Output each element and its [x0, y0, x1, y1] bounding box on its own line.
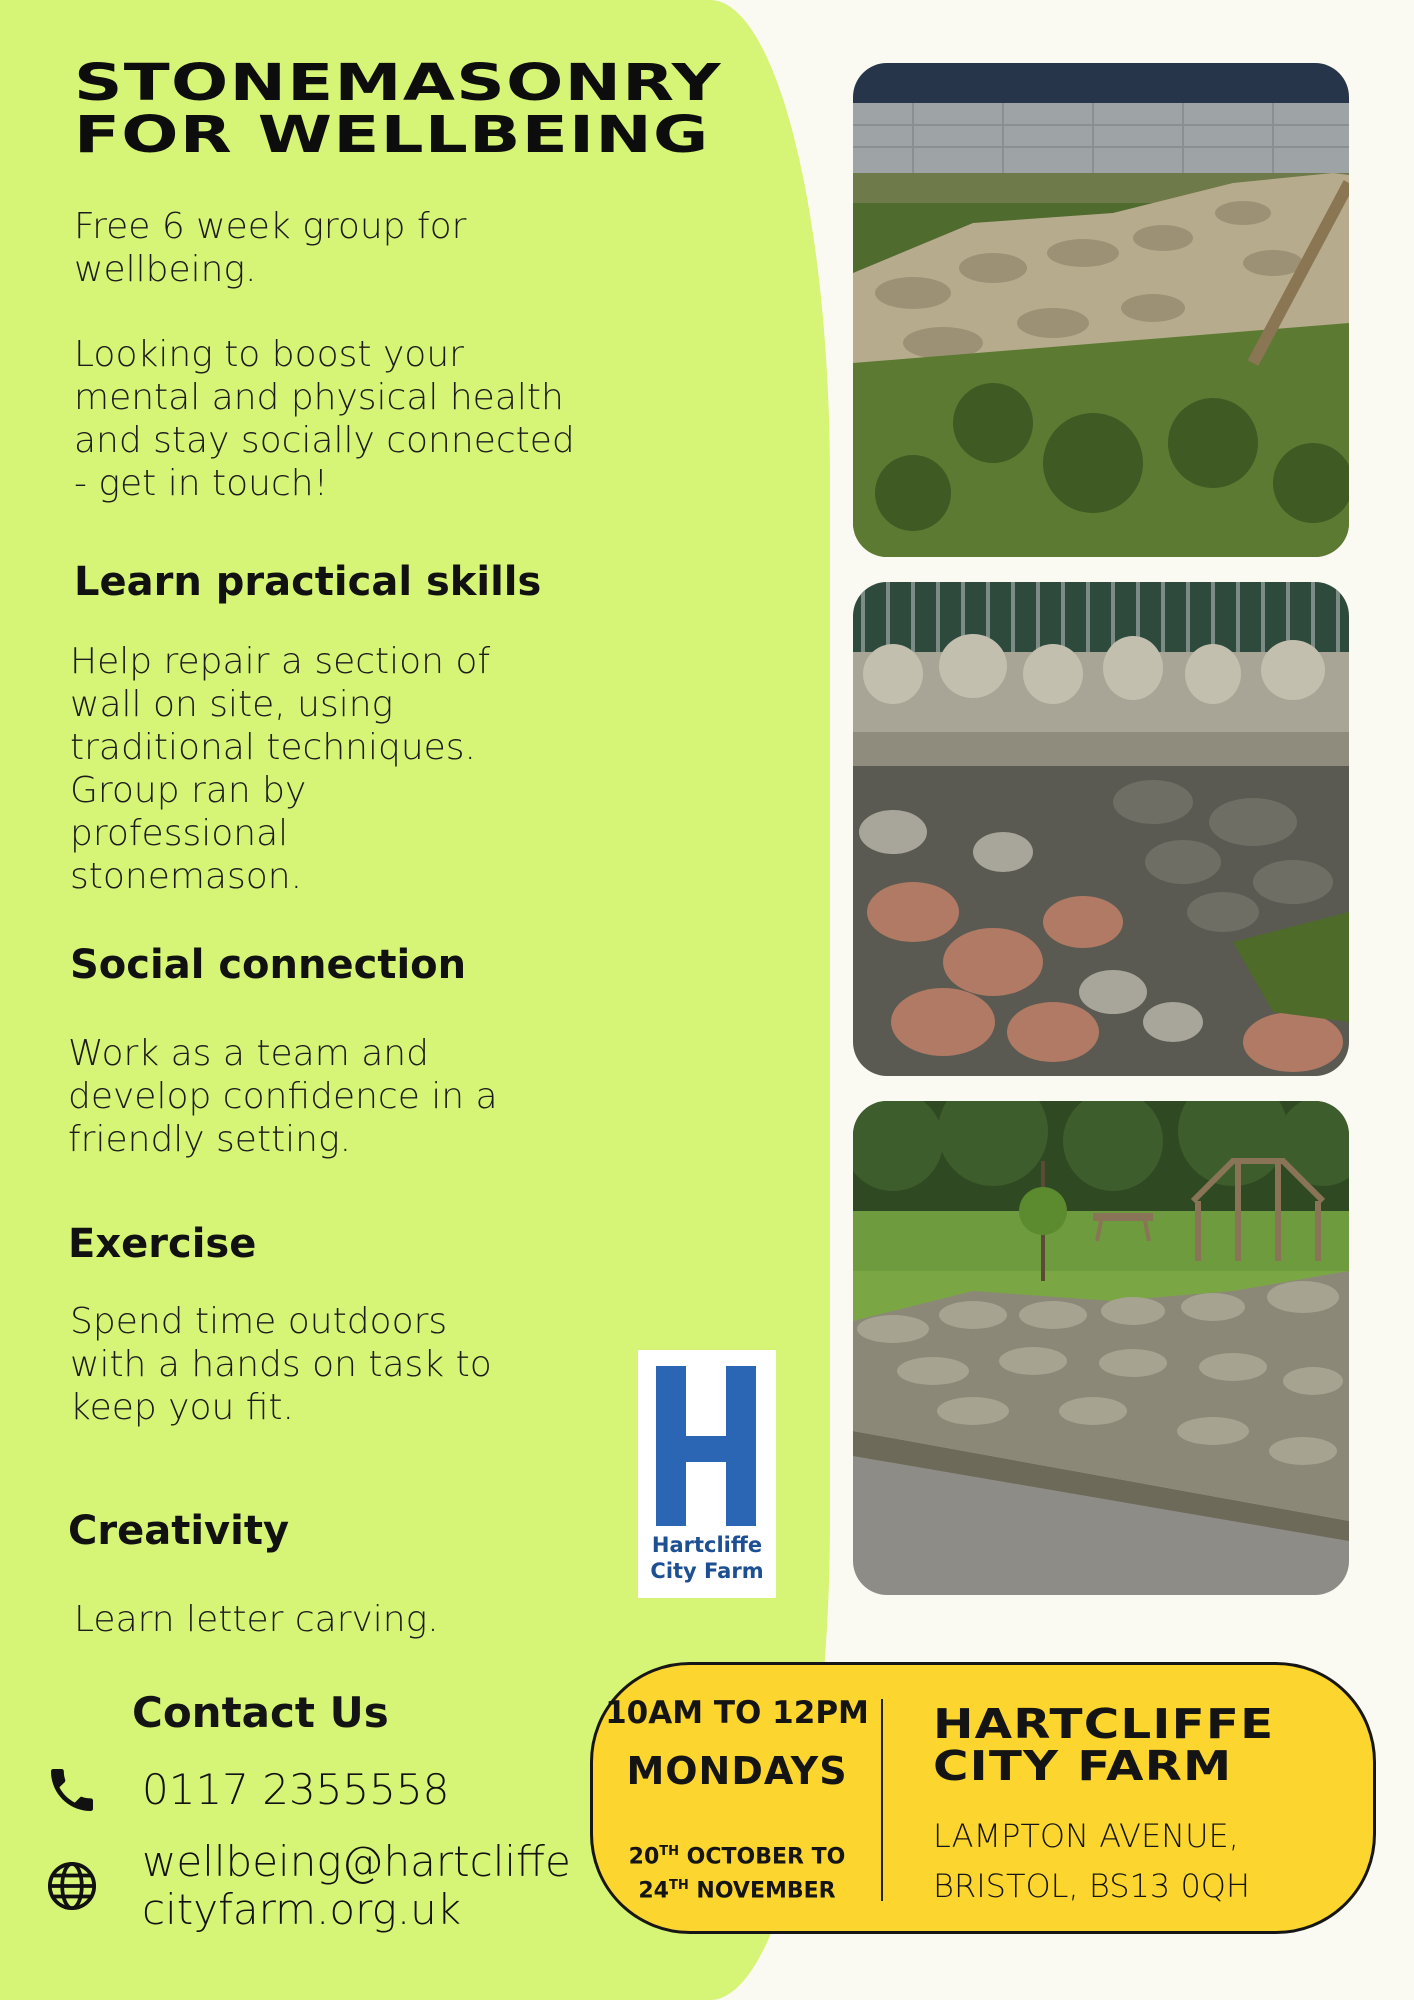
globe-icon [44, 1858, 100, 1914]
session-day: MONDAYS [626, 1749, 848, 1793]
page-title [74, 54, 722, 165]
venue-address: LAMPTON AVENUE, BRISTOL, BS13 0QH [933, 1817, 1251, 1905]
email-link[interactable]: wellbeing@hartcliffe cityfarm.org.uk [142, 1837, 571, 1934]
heading-creativity: Creativity [68, 1508, 290, 1554]
phone-icon [44, 1762, 100, 1818]
intro-paragraph-2: Looking to boost your mental and physical health and stay socially connected - get in touch! [74, 334, 575, 504]
heading-exercise: Exercise [68, 1221, 257, 1267]
intro-paragraph-1: Free 6 week group for wellbeing. [74, 206, 467, 290]
text-social-connection: Work as a team and develop confidence in a friendly setting. [68, 1033, 498, 1160]
heading-learn-practical-skills: Learn practical skills [74, 559, 542, 605]
photo-stone-wall-with-gate [853, 63, 1349, 557]
schedule-venue-box [590, 1662, 1376, 1934]
session-time: 10AM TO 12PM [605, 1695, 869, 1731]
photo-collapsed-wall [853, 582, 1349, 1076]
venue-name: HARTCLIFFE CITY FARM [933, 1700, 1275, 1790]
heading-social-connection: Social connection [70, 942, 467, 988]
phone-number-link[interactable]: 0117 2355558 [142, 1765, 450, 1814]
photo-rebuilt-wall-with-gazebo [853, 1101, 1349, 1595]
contact-title: Contact Us [132, 1688, 389, 1737]
text-exercise: Spend time outdoors with a hands on task to keep you fit. [70, 1301, 492, 1428]
text-creativity: Learn letter carving. [74, 1599, 439, 1640]
logo-h-mark-icon [652, 1360, 760, 1530]
logo-text: Hartcliffe City Farm [650, 1533, 764, 1583]
text-learn-practical-skills: Help repair a section of wall on site, using traditional techniques. Group ran by professional stonemason. [70, 641, 491, 897]
box-divider [881, 1699, 883, 1901]
title-line-1: STONEMASONRY [74, 54, 722, 113]
title-line-2: FOR WELLBEING [74, 106, 710, 165]
hartcliffe-city-farm-logo [638, 1350, 776, 1598]
session-dates: 20TH OCTOBER TO 24TH NOVEMBER [628, 1844, 846, 1904]
